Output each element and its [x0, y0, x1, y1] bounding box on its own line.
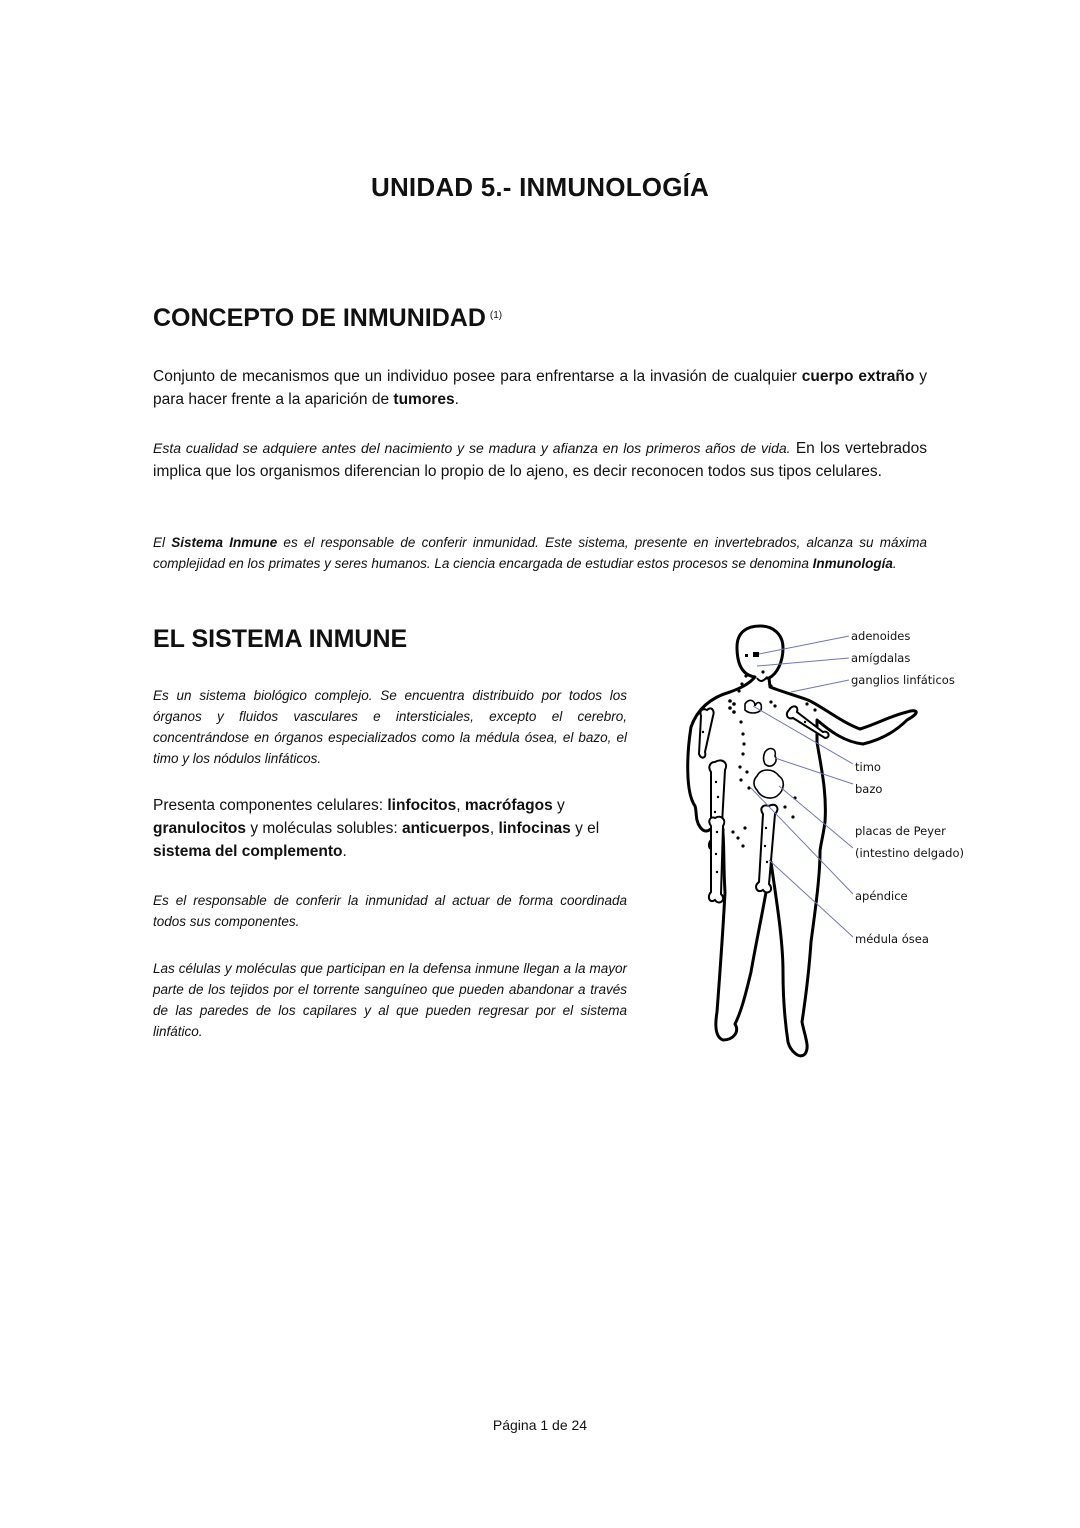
italic-text: Esta cualidad se adquiere antes del nacimiento y se madura y afianza en los primeros años de vida. [153, 440, 791, 456]
paragraph-complejo: Es un sistema biológico complejo. Se encuentra distribuido por todos los órganos y fluidos vasculares e intersticiales, excepto el cerebro, concentrándose en órganos especializados como la médula ósea, el bazo, el timo y los nódulos linfáticos. [153, 688, 627, 766]
text-run: Presenta componentes celulares: [153, 797, 388, 814]
text-run: es el responsable de conferir inmunidad. Este sistema, presente en invertebrados, alcanza su máxima complejidad en los primates y seres humanos. La ciencia encargada de estudiar estos procesos se denomina [153, 535, 927, 571]
page-number: Página 1 de 24 [492, 1417, 588, 1433]
section-heading-text: CONCEPTO DE INMUNIDAD [153, 304, 486, 332]
text-run: y para hacer frente a la aparición de [153, 368, 927, 408]
label-placas: placas de Peyer [855, 824, 946, 838]
bold-term: Sistema Inmune [171, 535, 278, 550]
bold-term: macrófagos [464, 797, 553, 814]
label-ganglios: ganglios linfáticos [851, 673, 955, 687]
label-amigdalas: amígdalas [851, 651, 911, 665]
label-bazo: bazo [855, 782, 883, 796]
paragraph-definition [153, 365, 927, 411]
paragraph-cualidad [153, 437, 927, 483]
text-run: . [342, 843, 347, 860]
section-heading-sistema: EL SISTEMA INMUNE [153, 625, 408, 653]
label-adenoides: adenoides [851, 629, 911, 643]
bold-term: linfocinas [498, 820, 571, 837]
lymphatic-system-figure [645, 592, 985, 1067]
text-run: , [456, 797, 465, 814]
paragraph-componentes [153, 794, 627, 863]
bold-term: granulocitos [153, 820, 247, 837]
text-run: . [892, 556, 897, 571]
bold-term: Inmunología [812, 556, 893, 571]
text-run: Conjunto de mecanismos que un individuo posee para enfrentarse a la invasión de cualquier [153, 368, 802, 385]
text-run: y moléculas solubles: [246, 820, 402, 837]
text-run: , [489, 820, 499, 837]
text-run: y [552, 797, 565, 814]
bold-term: cuerpo extraño [801, 368, 915, 385]
bold-term: linfocitos [387, 797, 457, 814]
text-run: . [454, 391, 459, 408]
bold-term: anticuerpos [401, 820, 490, 837]
bone-tibia-left [709, 817, 724, 903]
label-timo: timo [855, 760, 881, 774]
label-medula: médula ósea [855, 932, 929, 946]
bold-term: tumores [393, 391, 455, 408]
text-run: y el [570, 820, 600, 837]
paragraph-celulas: Las células y moléculas que participan en la defensa inmune llegan a la mayor parte de los tejidos por el torrente sanguíneo que pueden abandonar a través de las paredes de los capilares y al que pueden regresar por el sistema linfático. [153, 961, 627, 1039]
text-run: En los vertebrados implica que los organismos diferencian lo propio de lo ajeno, es decir reconocen todos sus tipos celulares. [153, 440, 928, 480]
paragraph-sistema-inmune [153, 532, 927, 574]
label-apendice: apéndice [855, 889, 908, 903]
page-title: UNIDAD 5.- INMUNOLOGÍA [370, 172, 710, 202]
spleen [764, 749, 777, 767]
footnote-ref: (1) [489, 310, 503, 321]
bold-term: sistema del complemento [153, 843, 343, 860]
text-run: El [153, 535, 172, 550]
paragraph-responsable: Es el responsable de conferir la inmunidad al actuar de forma coordinada todos sus componentes. [153, 893, 627, 929]
section-heading-concepto [153, 304, 502, 333]
label-intestino: (intestino delgado) [855, 846, 964, 860]
